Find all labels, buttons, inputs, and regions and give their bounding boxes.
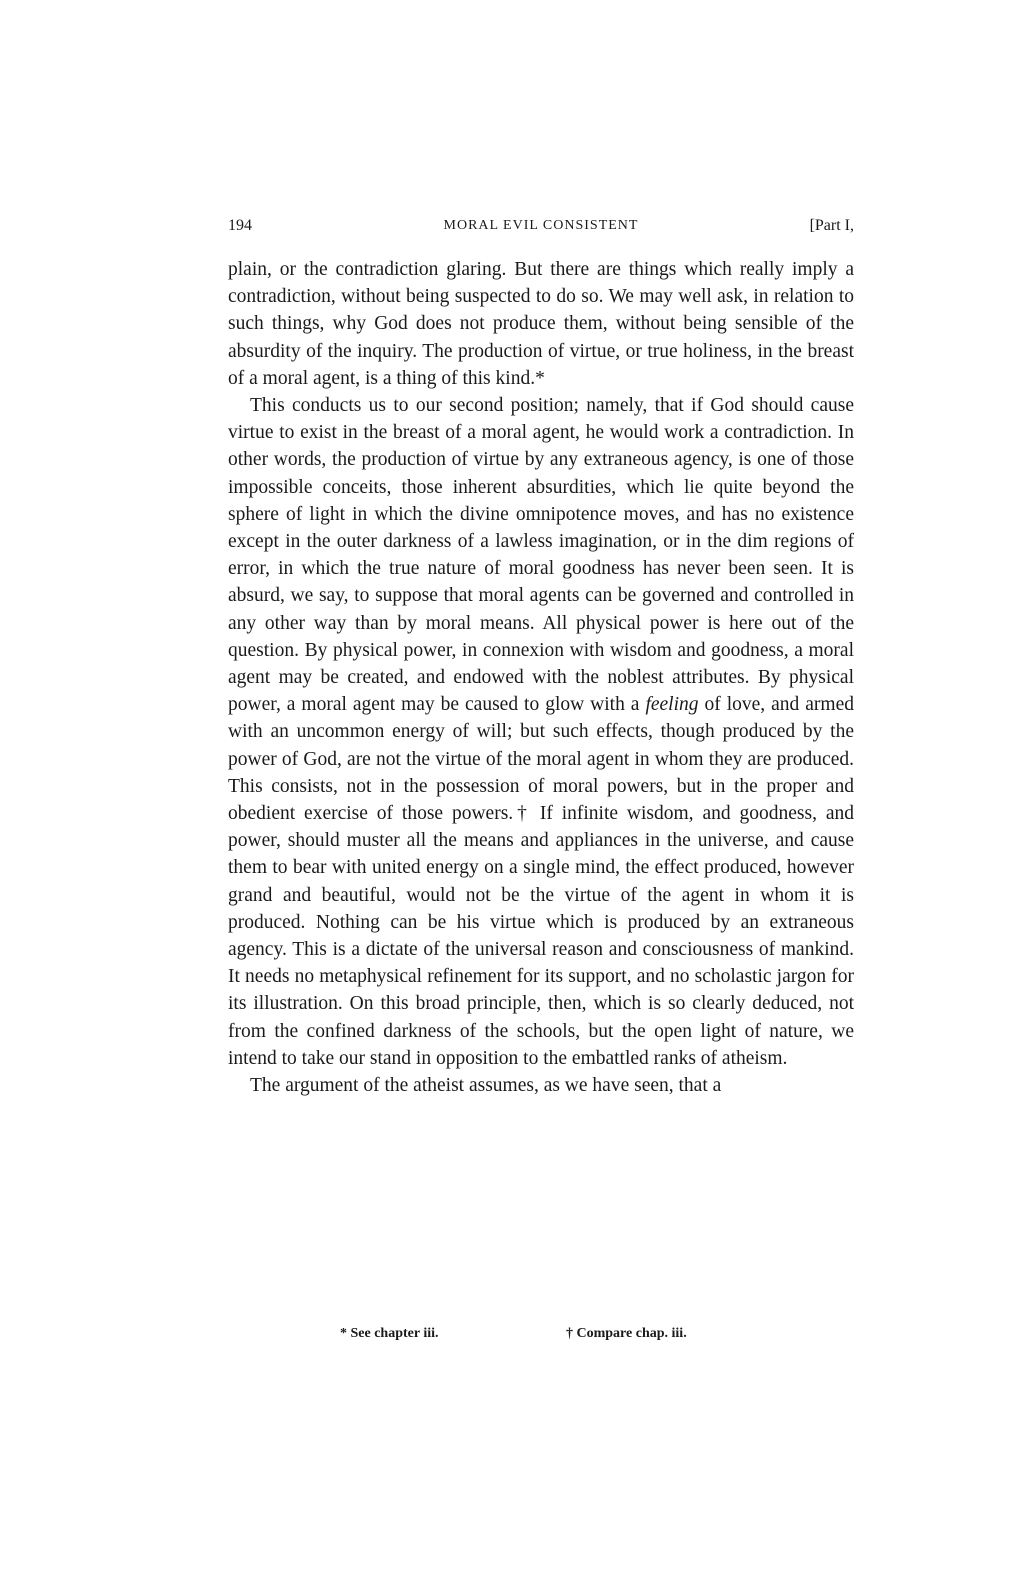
footnote-2: † Compare chap. iii. bbox=[566, 1326, 687, 1341]
paragraph-1-text: plain, or the contradiction glaring. But there are things which really imply a contradiction, without being suspected to do so. We may well ask, in relation to such things, why God does not produce them, without being sensible of the absurdity of the inquiry. The production of virtue, or true holiness, in the breast of a moral agent, is a thing of this kind.* bbox=[228, 259, 854, 389]
paragraph-2-text-after: of love, and armed with an uncommon energy of will; but such effects, though produced by the power of God, are not the virtue of the moral agent in whom they are produced. This consists, not in the possession of moral powers, but in the proper and obedient exercise of those powers.† If infinite wisdom, and goodness, and power, should muster all the means and appliances in the universe, and cause them to bear with united energy on a single mind, the effect produced, however grand and beautiful, would not be the virtue of the agent in whom it is produced. Nothing can be his virtue which is produced by an extraneous agency. This is a dictate of the universal reason and consciousness of mankind. It needs no metaphysical refinement for its support, and no scholastic jargon for its illustration. On this broad principle, then, which is so clearly deduced, not from the confined darkness of the schools, but the open light of nature, we intend to take our stand in opposition to the embattled ranks of atheism. bbox=[228, 694, 854, 1069]
running-title: MORAL EVIL CONSISTENT bbox=[443, 218, 639, 233]
footnotes bbox=[228, 1323, 854, 1345]
page-number: 194 bbox=[228, 217, 252, 234]
part-label: [Part I, bbox=[809, 217, 854, 234]
footnote-1: * See chapter iii. bbox=[340, 1326, 439, 1341]
paragraph-1 bbox=[228, 256, 854, 392]
paragraph-2-text-before: This conducts us to our second position; namely, that if God should cause virtue to exist in the breast of a moral agent, he would work a contradiction. In other words, the production of virtue by any extraneous agency, is one of those impossible conceits, those inherent absurdities, which lie quite beyond the sphere of light in which the divine omnipotence moves, and has no existence except in the outer darkness of a lawless imagination, or in the dim regions of error, in which the true nature of moral goodness has never been seen. It is absurd, we say, to suppose that moral agents can be governed and controlled in any other way than by moral means. All physical power is here out of the question. By physical power, in connexion with wisdom and goodness, a moral agent may be created, and endowed with the noblest attributes. By physical power, a moral agent may be caused to glow with a bbox=[228, 395, 854, 716]
emphasis-feeling: feeling bbox=[645, 694, 699, 716]
paragraph-3-text: The argument of the atheist assumes, as we have seen, that a bbox=[250, 1075, 722, 1097]
paragraph-3 bbox=[228, 1072, 854, 1099]
body-text bbox=[228, 256, 854, 1099]
running-head bbox=[228, 214, 854, 238]
paragraph-2 bbox=[228, 392, 854, 1072]
